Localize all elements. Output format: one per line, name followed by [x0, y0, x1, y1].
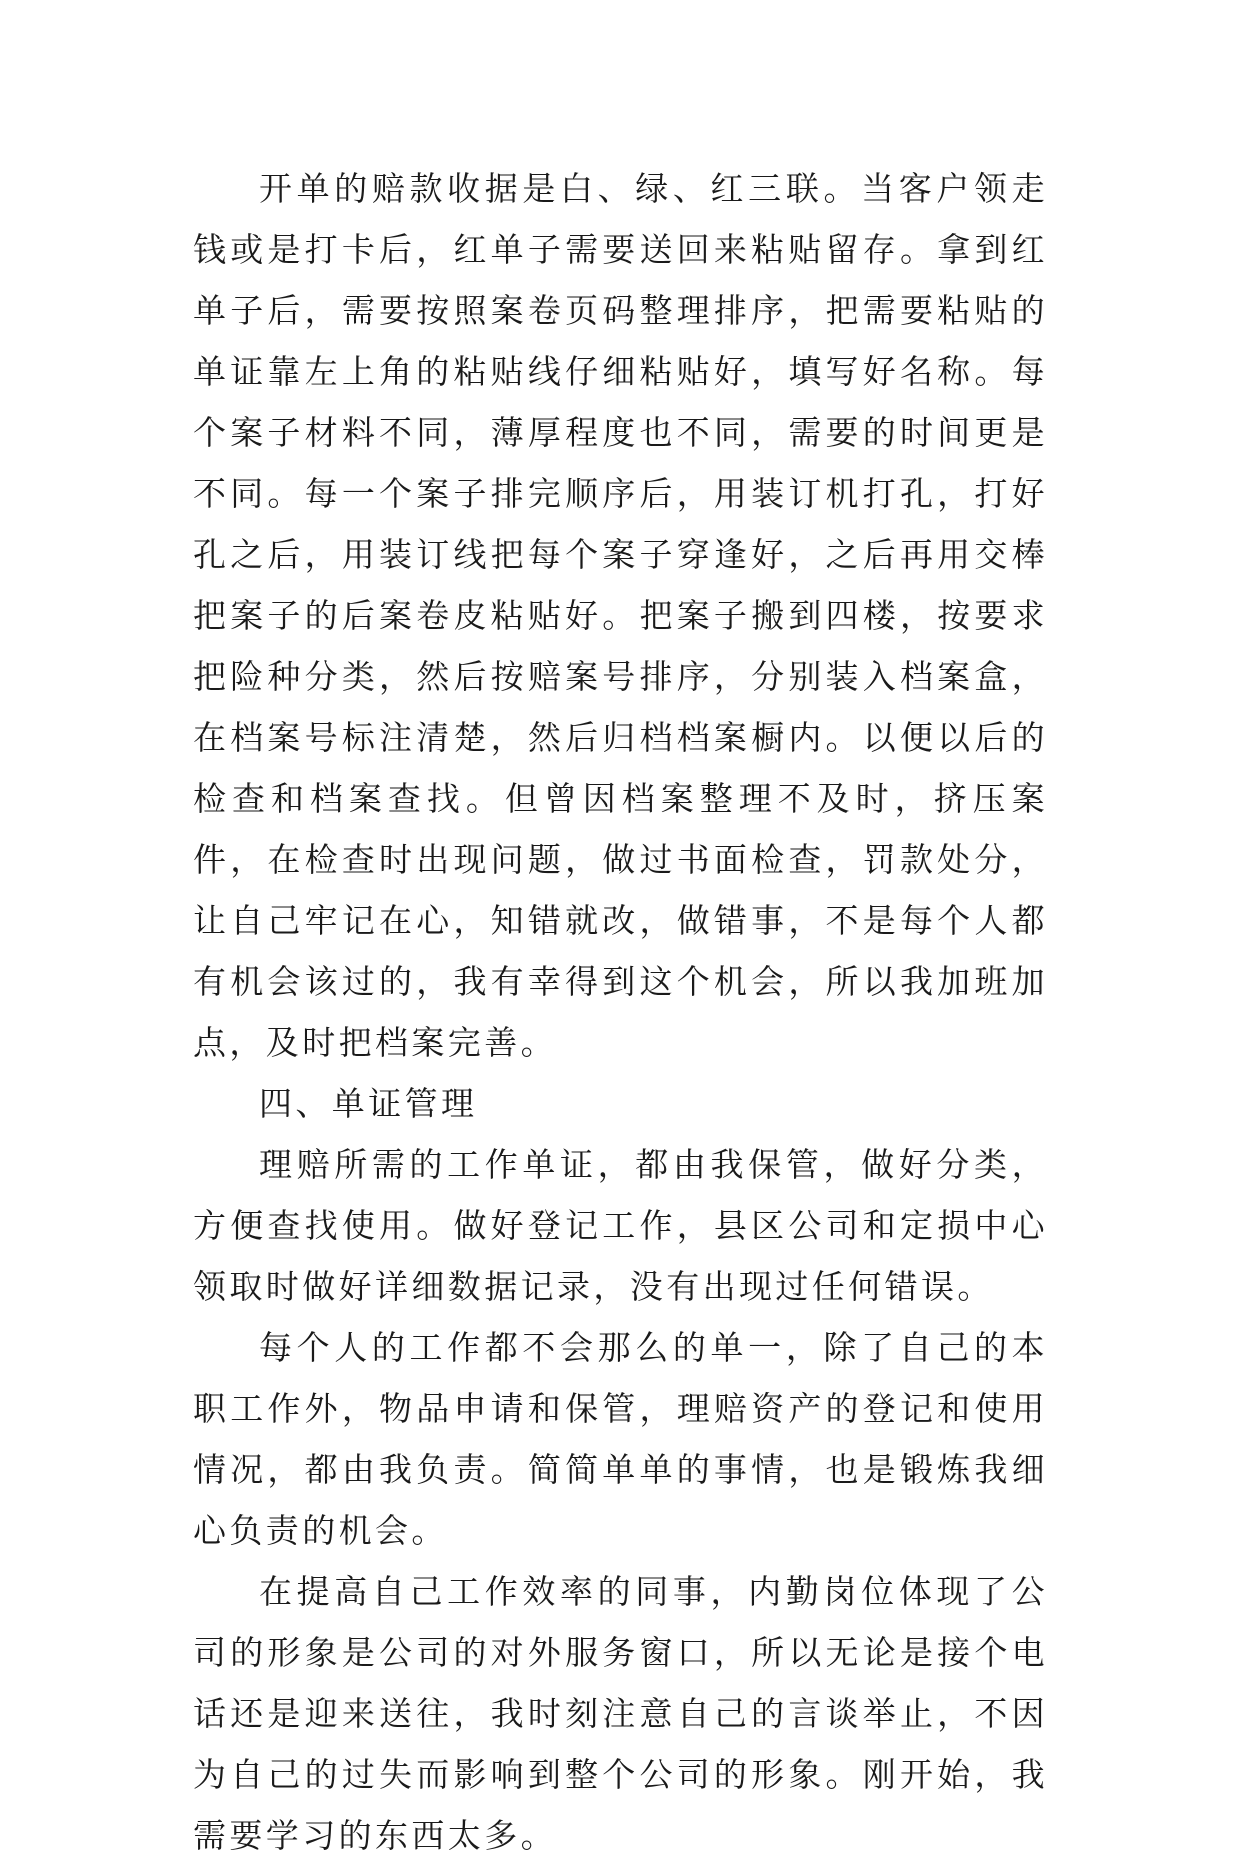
paragraph-voucher-custody: 理赔所需的工作单证，都由我保管，做好分类，方便查找使用。做好登记工作，县区公司和定损中心领取时做好详细数据记录，没有出现过任何错误。 — [193, 1145, 1048, 1306]
section-heading-voucher-management: 四、单证管理 — [259, 1084, 478, 1123]
paragraph-archive-filing: 开单的赔款收据是白、绿、红三联。当客户领走钱或是打卡后，红单子需要送回来粘贴留存。拿到红单子后，需要按照案卷页码整理排序，把需要粘贴的单证靠左上角的粘贴线仔细粘贴好，填写好名称。每个案子材料不同，薄厚程度也不同，需要的时间更是不同。每一个案子排完顺序后，用装订机打孔，打好孔之后，用装订线把每个案子穿逢好，之后再用交棒把案子的后案卷皮粘贴好。把案子搬到四楼，按要求把险种分类，然后按赔案号排序，分别装入档案盒，在档案号标注清楚，然后归档档案橱内。以便以后的检查和档案查找。但曾因档案整理不及时，挤压案件，在检查时出现问题，做过书面检查，罚款处分，让自己牢记在心，知错就改，做错事，不是每个人都有机会该过的，我有幸得到这个机会，所以我加班加点，及时把档案完善。 — [193, 169, 1048, 1062]
paragraph-company-image: 在提高自己工作效率的同事，内勤岗位体现了公司的形象是公司的对外服务窗口，所以无论是接个电话还是迎来送往，我时刻注意自己的言谈举止，不因为自己的过失而影响到整个公司的形象。刚开始，我需要学习的东西太多。 — [193, 1572, 1048, 1855]
paragraph-other-duties: 每个人的工作都不会那么的单一，除了自己的本职工作外，物品申请和保管，理赔资产的登记和使用情况，都由我负责。简简单单的事情，也是锻炼我细心负责的机会。 — [193, 1328, 1048, 1550]
document-body — [193, 158, 1048, 1866]
